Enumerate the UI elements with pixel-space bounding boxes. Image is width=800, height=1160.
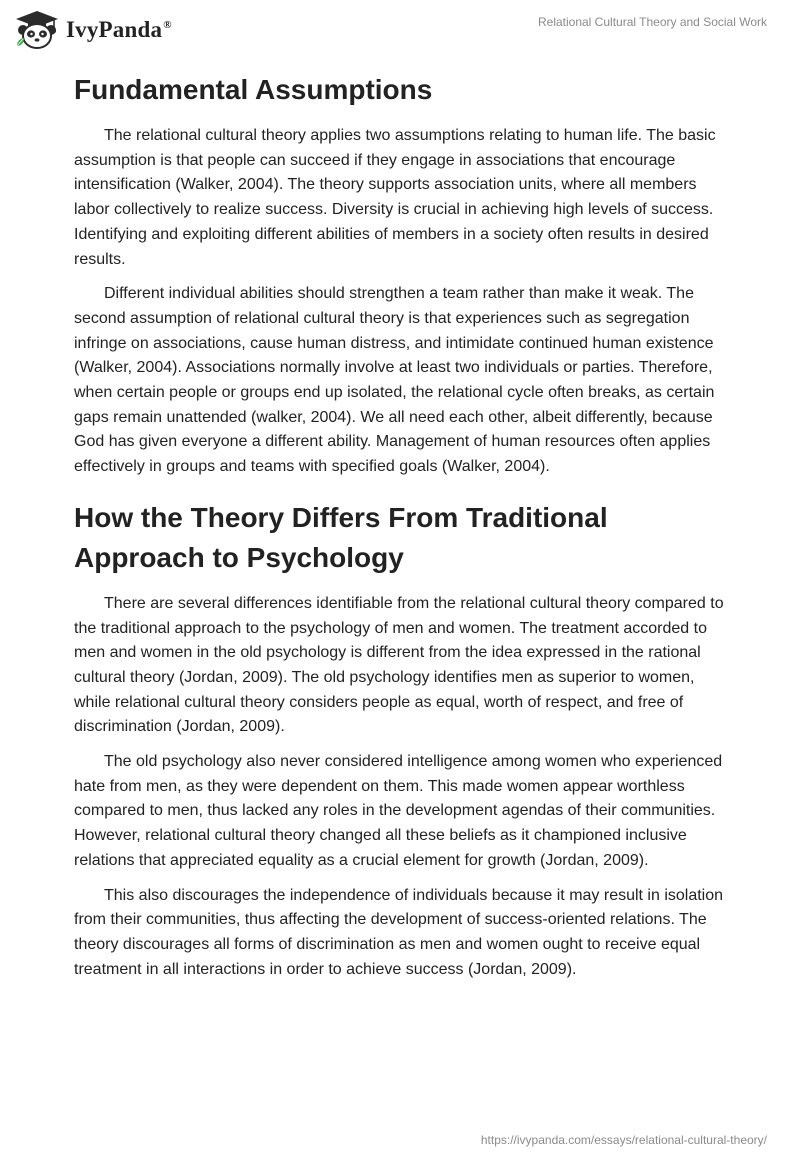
paragraph: This also discourages the independence of individuals because it may result in isolation from their communities, thus affecting the development of success-oriented relations. The theory discourages all forms of discrimination as men and women ought to receive equal treatment in all interactions in order to achieve success (Jordan, 2009). [74, 886, 724, 978]
document-title: Relational Cultural Theory and Social Work [537, 15, 767, 29]
section-heading-theory-differences: How the Theory Differs From Traditional Approach to Psychology [74, 501, 608, 573]
source-url[interactable]: https://ivypanda.com/essays/relational-cultural-theory/ [480, 1133, 767, 1147]
brand-logo[interactable] [14, 10, 172, 50]
paragraph: Different individual abilities should strengthen a team rather than make it weak. The second assumption of relational cultural theory is that experiences such as segregation infringe on associations, cause human distress, and intimidate continued human existence (Walker, 2004). Associations normally involve at least two individuals or parties. Therefore, when certain people or groups end up isolated, the relational cycle often breaks, as certain gaps remain unattended (walker, 2004). We all need each other, albeit differently, because God has given everyone a different ability. Management of human resources often applies effectively in groups and teams with specified goals (Walker, 2004). [74, 285, 715, 476]
paragraph: There are several differences identifiable from the relational cultural theory compared to the traditional approach to the psychology of men and women. The treatment accorded to men and women in the old psychology is different from the idea expressed in the rational cultural theory (Jordan, 2009). The old psychology identifies men as superior to women, while relational cultural theory considers people as equal, worth of respect, and free of discrimination (Jordan, 2009). [74, 594, 724, 736]
brand-name: IvyPanda® [66, 17, 172, 42]
section-heading-fundamental-assumptions: Fundamental Assumptions [74, 74, 433, 105]
page-header [0, 0, 800, 70]
panda-graduate-icon [14, 10, 60, 50]
article-body [74, 70, 724, 992]
paragraph: The old psychology also never considered intelligence among women who experienced hate from men, as they were dependent on them. This made women appear worthless compared to men, thus lacked any roles in the development agendas of their communities. However, relational cultural theory changed all these beliefs as it championed inclusive relations that appreciated equality as a crucial element for growth (Jordan, 2009). [74, 753, 723, 869]
paragraph: The relational cultural theory applies two assumptions relating to human life. The basic assumption is that people can succeed if they engage in associations that encourage intensification (Walker, 2004). The theory supports association units, where all members labor collectively to realize success. Diversity is crucial in achieving high levels of success. Identifying and exploiting different abilities of members in a society often results in desired results. [74, 127, 716, 268]
